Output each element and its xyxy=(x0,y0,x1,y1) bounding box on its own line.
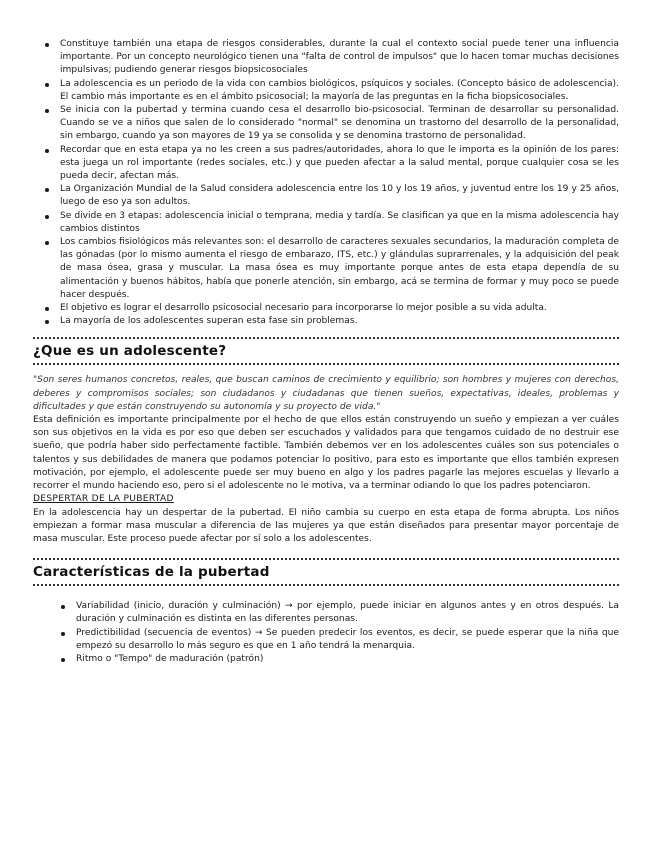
bullet-icon xyxy=(45,188,49,192)
section-divider xyxy=(33,363,619,365)
section-divider xyxy=(33,584,619,586)
bullet-icon xyxy=(45,320,49,324)
pubertad-bullet-list xyxy=(33,600,619,666)
section-divider xyxy=(33,337,619,339)
bullet-icon xyxy=(45,149,49,153)
definition-quote: "Son seres humanos concretos, reales, que buscan caminos de crecimiento y equilibrio; son hombres y mujeres con derechos, deberes y compromisos sociales; son ciudadanos y ciudadanas que tienen sueños, expectativas, ideales, problemas y dificultades y que están construyendo su autonomía y su proyecto de vida." xyxy=(33,375,619,412)
bullet-icon xyxy=(61,658,65,662)
list-item: El objetivo es lograr el desarrollo psicosocial necesario para incorporarse lo mejor posible a su vida adulta. xyxy=(33,302,619,315)
section-heading-pubertad: Características de la pubertad xyxy=(33,564,270,581)
bullet-icon xyxy=(45,241,49,245)
bullet-icon xyxy=(45,109,49,113)
list-item: Recordar que en esta etapa ya no les creen a sus padres/autoridades, ahora lo que le importa es la opinión de los pares: esta juega un rol importante (redes sociales, etc.) y que pueden afectar a la salud mental, porque cualquier cosa se les pueda decir, afectan más. xyxy=(33,144,619,184)
despertar-paragraph: En la adolescencia hay un despertar de la pubertad. El niño cambia su cuerpo en esta etapa de forma abrupta. Los niños empiezan a formar masa muscular a diferencia de las mujeres ya que están diseñados para presentar mayor porcentaje de masa muscular. Este proceso puede afectar por sí solo a los adolescentes. xyxy=(33,507,619,544)
intro-bullet-list xyxy=(33,38,619,328)
bullet-icon xyxy=(45,215,49,219)
bullet-icon xyxy=(61,605,65,609)
list-item: La Organización Mundial de la Salud considera adolescencia entre los 10 y los 19 años, y juventud entre los 19 y 25 años, luego de eso ya son adultos. xyxy=(33,183,619,209)
bullet-icon xyxy=(45,307,49,311)
list-item: Predictibilidad (secuencia de eventos) → Se pueden predecir los eventos, es decir, se puede esperar que la niña que empezó su desarrollo lo más seguro es que en 1 año tendrá la menarquia. xyxy=(33,627,619,653)
bullet-icon xyxy=(61,632,65,636)
bullet-icon xyxy=(45,83,49,87)
list-item: La mayoría de los adolescentes superan esta fase sin problemas. xyxy=(33,315,619,328)
section-heading-adolescente: ¿Que es un adolescente? xyxy=(33,343,227,360)
definition-paragraph: Esta definición es importante principalmente por el hecho de que ellos están construyendo un sueño y empiezan a ver cuáles son sus objetivos en la vida es por eso que deben ser escuchados y validados para que tengamos cuidado de no destruir ese sueño, que podría haber sido perfectamente factible. También debemos ver en los adolescentes cuáles son sus potenciales o talentos y sus debilidades de manera que podamos potenciar lo positivo, para esto es importante que ellos también expresen motivación, por ejemplo, el adolescente puede ser muy bueno en algo y los padres pagarle las mejores escuelas y llevarlo a recorrer el mundo haciendo eso, pero si el adolescente no le motiva, va a terminar odiando lo que los padres potenciaron. xyxy=(33,415,619,492)
list-item: Los cambios fisiológicos más relevantes son: el desarrollo de caracteres sexuales secundarios, la maduración completa de las gónadas (por lo mismo aumenta el riesgo de embarazo, ITS, etc.) y glándulas suprarrenales, y la adquisición del peak de masa ósea, grasa y muscular. La masa ósea es muy importante porque antes de esta etapa dependía de su alimentación y buenos hábitos, había que ponerle atención, sin embargo, acá se termina de formar y muy poco se puede hacer después. xyxy=(33,236,619,302)
bullet-icon xyxy=(45,43,49,47)
subheading-despertar: DESPERTAR DE LA PUBERTAD xyxy=(33,494,174,505)
list-item: Variabilidad (inicio, duración y culminación) → por ejemplo, puede iniciar en algunos antes y en otros después. La duración y culminación es distinta en las diferentes personas. xyxy=(33,600,619,626)
list-item: Se divide en 3 etapas: adolescencia inicial o temprana, media y tardía. Se clasifican ya que en la misma adolescencia hay cambios distintos xyxy=(33,210,619,236)
list-item: La adolescencia es un periodo de la vida con cambios biológicos, psíquicos y sociales. (Concepto básico de adolescencia). El cambio más importante es en el ámbito psicosocial; la mayoría de las preguntas en la ficha biopsicosociales. xyxy=(33,78,619,104)
list-item: Constituye también una etapa de riesgos considerables, durante la cual el contexto social puede tener una influencia importante. Por un concepto neurológico tienen una "falta de control de impulsos" que lo hacen tomar muchas decisiones impulsivas; pudiendo generar riesgos biopsicosociales xyxy=(33,38,619,78)
section-divider xyxy=(33,558,619,560)
list-item: Se inicia con la pubertad y termina cuando cesa el desarrollo bio-psicosocial. Terminan de desarrollar su personalidad. Cuando se ve a niños que salen de lo considerado "normal" se denomina un trastorno del desarrollo de la personalidad, sin embargo, cuando ya son mayores de 19 ya se consolida y se denomina trastorno de personalidad. xyxy=(33,104,619,144)
list-item: Ritmo o "Tempo" de maduración (patrón) xyxy=(33,653,619,666)
